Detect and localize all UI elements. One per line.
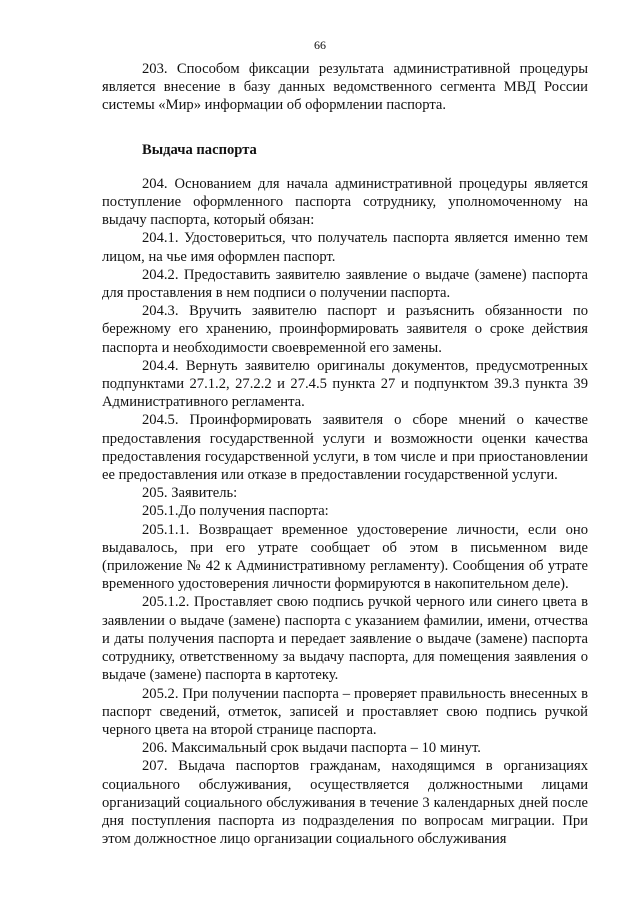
paragraph-204-5: 204.5. Проинформировать заявителя о сборе мнений о качестве предоставления государственной услуги и возможности оценки качества предоставления государственной услуги, в том числе и при приостановлении ее предоставления или отказе в предоставлении государственной услуги. (102, 412, 588, 484)
section-heading: Выдача паспорта (142, 141, 257, 158)
paragraph-203: 203. Способом фиксации результата административной процедуры является внесение в базу данных ведомственного сегмента МВД России системы «Мир» информации об оформлении паспорта. (102, 61, 588, 114)
paragraph-205-2: 205.2. При получении паспорта – проверяет правильность внесенных в паспорт сведений, отметок, записей и проставляет свою подпись ручкой черного цвета на второй странице паспорта. (102, 685, 588, 738)
paragraph-204-3: 204.3. Вручить заявителю паспорт и разъяснить обязанности по бережному его хранению, проинформировать заявителя о сроке действия паспорта и необходимости своевременной его замены. (102, 303, 588, 356)
document-body (102, 60, 588, 848)
paragraph-204: 204. Основанием для начала административной процедуры является поступление оформленного паспорта сотруднику, уполномоченному на выдачу паспорта, который обязан: (102, 175, 588, 229)
paragraph-204-1: 204.1. Удостовериться, что получатель паспорта является именно тем лицом, на чье имя оформлен паспорт. (102, 230, 588, 265)
paragraph-206: 206. Максимальный срок выдачи паспорта – 10 минут. (142, 740, 481, 757)
paragraph-205-1: 205.1.До получения паспорта: (142, 503, 329, 520)
paragraph-207: 207. Выдача паспортов гражданам, находящимся в организациях социального обслуживания, осуществляется должностными лицами организаций социального обслуживания в течение 3 календарных дней после дня поступления паспорта из подразделения по вопросам миграции. При этом должностное лицо организации социального обслуживания (102, 758, 588, 848)
paragraph-205-1-1: 205.1.1. Возвращает временное удостоверение личности, если оно выдавалось, при его утрате сообщает об этом в письменном виде (приложение № 42 к Административному регламенту). Сообщения об утрате временного удостоверения личности формируются в накопительном деле). (102, 521, 588, 593)
page-number: 66 (314, 38, 326, 52)
paragraph-204-4: 204.4. Вернуть заявителю оригиналы документов, предусмотренных подпунктами 27.1.2, 27.2.2 и 27.4.5 пункта 27 и подпунктом 39.3 пункта 39 Административного регламента. (102, 357, 588, 411)
paragraph-205-1-2: 205.1.2. Проставляет свою подпись ручкой черного или синего цвета в заявлении о выдаче (замене) паспорта с указанием фамилии, имени, отчества и даты получения паспорта и передает заявление о выдаче (замене) паспорта сотруднику, ответственному за выдачу паспорта, для помещения заявления о выдаче (замене) паспорта в картотеку. (102, 594, 588, 684)
paragraph-204-2: 204.2. Предоставить заявителю заявление о выдаче (замене) паспорта для проставления в нем подписи о получении паспорта. (102, 266, 588, 302)
paragraph-205: 205. Заявитель: (142, 485, 238, 502)
